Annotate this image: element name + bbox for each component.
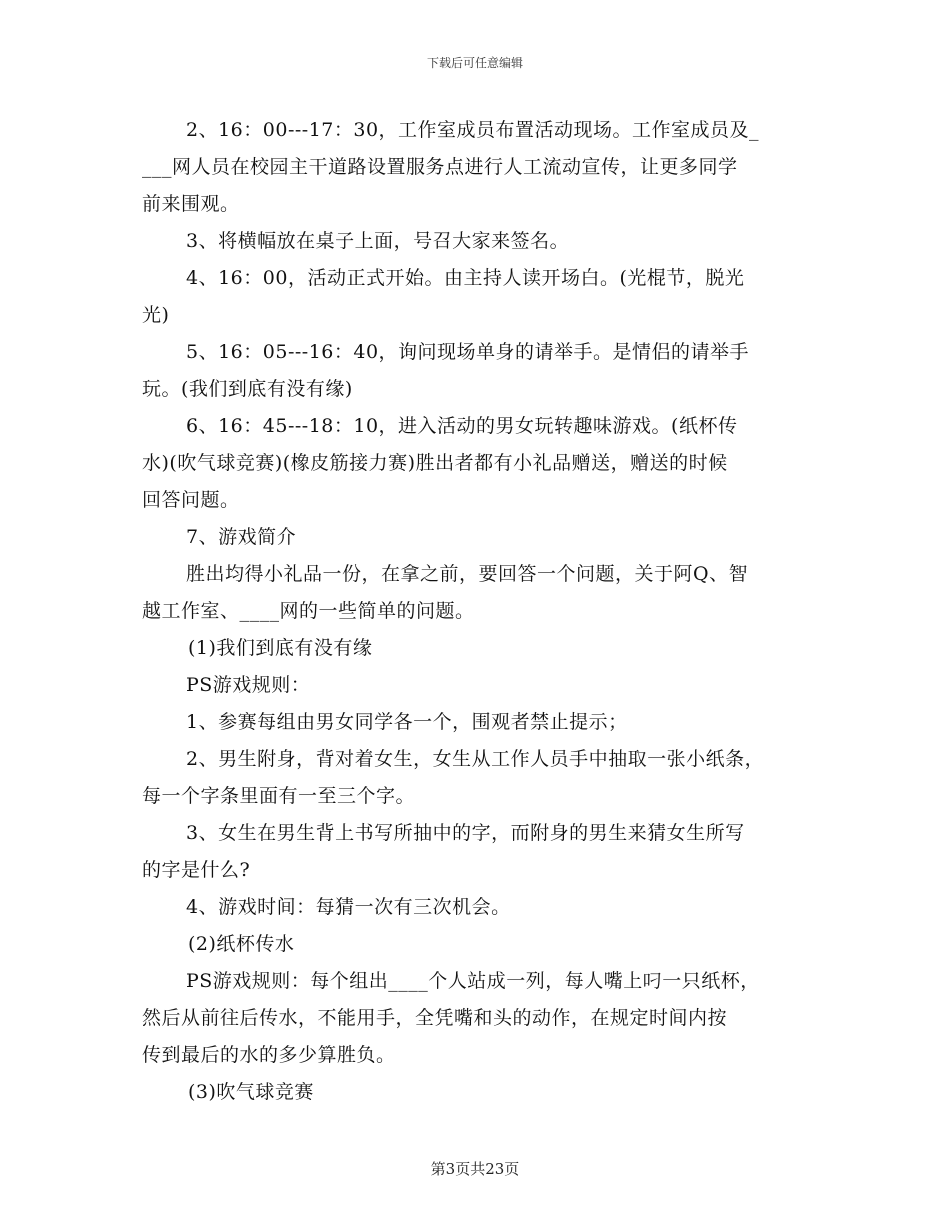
paragraph-line: 5、16：05---16：40，询问现场单身的请举手。是情侣的请举手 (186, 341, 750, 363)
paragraph-line: 前来围观。 (142, 193, 240, 215)
paragraph-line: 回答问题。 (142, 489, 240, 511)
page-footer: 第3页共23页 (430, 1160, 520, 1178)
paragraph-line: 然后从前往后传水，不能用手，全凭嘴和头的动作，在规定时间内按 (142, 1007, 728, 1029)
paragraph-line: ___网人员在校园主干道路设置服务点进行人工流动宣传，让更多同学 (142, 156, 738, 178)
subsection-heading: (3)吹气球竞赛 (188, 1081, 314, 1103)
paragraph-line: 2、男生附身，背对着女生，女生从工作人员手中抽取一张小纸条， (186, 748, 765, 770)
subsection-heading: (1)我们到底有没有缘 (188, 637, 373, 659)
paragraph-line: 3、女生在男生背上书写所抽中的字，而附身的男生来猜女生所写 (186, 822, 745, 844)
document-body (142, 112, 812, 1111)
paragraph-line: 4、游戏时间：每猜一次有三次机会。 (186, 896, 511, 918)
subsection-heading: (2)纸杯传水 (188, 933, 295, 955)
paragraph-line: 玩。(我们到底有没有缘) (142, 378, 353, 400)
paragraph-line: 越工作室、____网的一些简单的问题。 (142, 600, 475, 622)
paragraph-line: PS游戏规则：每个组出____个人站成一列，每人嘴上叼一只纸杯， (186, 970, 760, 992)
paragraph-line: 每一个字条里面有一至三个字。 (142, 785, 416, 807)
paragraph-line: 2、16：00---17：30，工作室成员布置活动现场。工作室成员及_ (186, 119, 760, 141)
paragraph-line: 的字是什么? (142, 859, 251, 881)
paragraph-line: PS游戏规则： (186, 674, 311, 696)
header-note: 下载后可任意编辑 (426, 56, 523, 70)
paragraph-line: 6、16：45---18：10，进入活动的男女玩转趣味游戏。(纸杯传 (186, 415, 738, 437)
paragraph-line: 1、参赛每组由男女同学各一个，围观者禁止提示； (186, 711, 628, 733)
paragraph-line: 3、将横幅放在桌子上面，号召大家来签名。 (186, 230, 570, 252)
paragraph-line: 传到最后的水的多少算胜负。 (142, 1044, 396, 1066)
paragraph-line: 7、游戏简介 (186, 526, 297, 548)
paragraph-line: 胜出均得小礼品一份，在拿之前，要回答一个问题，关于阿Q、智 (186, 563, 749, 585)
paragraph-line: 光) (142, 304, 170, 326)
paragraph-line: 4、16：00，活动正式开始。由主持人读开场白。(光棍节，脱光 (186, 267, 745, 289)
paragraph-line: 水)(吹气球竞赛)(橡皮筋接力赛)胜出者都有小礼品赠送，赠送的时候 (142, 452, 728, 474)
